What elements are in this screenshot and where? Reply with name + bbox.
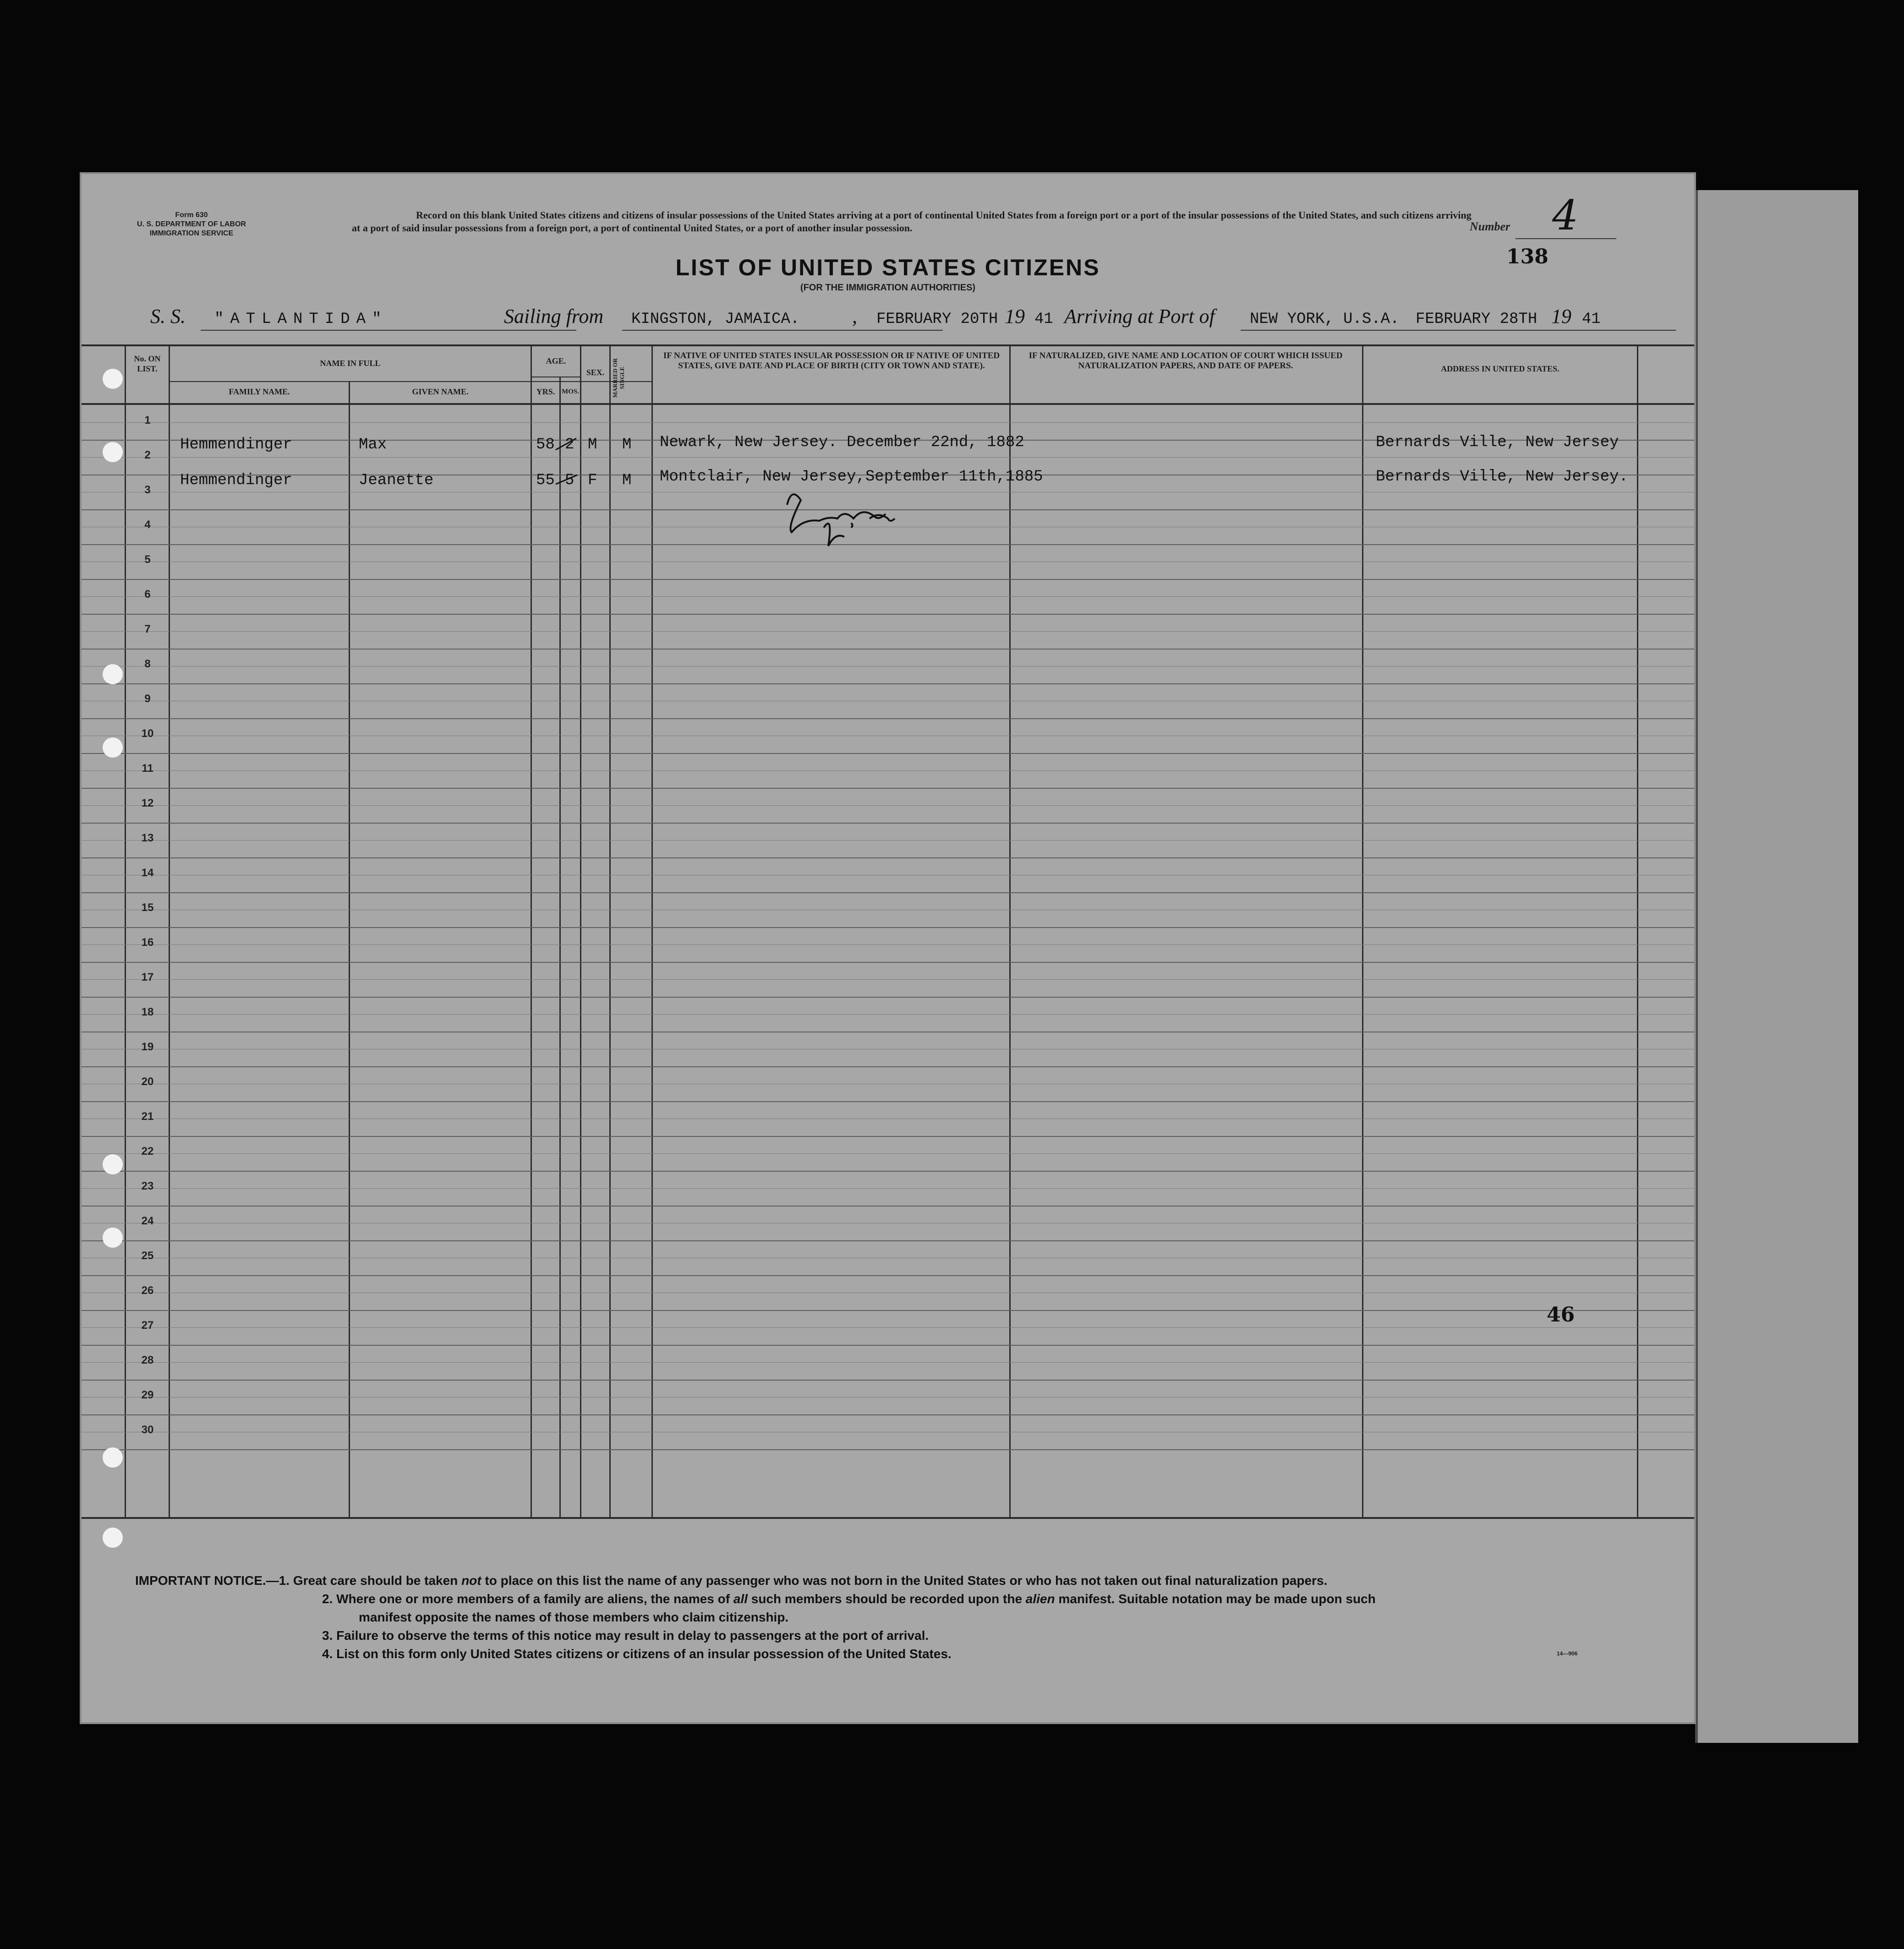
col-header-family: FAMILY NAME. — [229, 387, 290, 396]
punch-hole — [103, 1528, 123, 1548]
handwritten-marks — [82, 344, 1694, 1522]
punch-hole — [103, 442, 123, 462]
row-number: 23 — [141, 1180, 154, 1192]
birth-details: Montclair, New Jersey,September 11th,1885 — [660, 468, 1043, 486]
form-code: 14—906 — [1557, 1650, 1578, 1657]
year-suffix-1: 41 — [1034, 311, 1053, 328]
col-header-naturalized: IF NATURALIZED, GIVE NAME AND LOCATION OF COURT WHICH ISSUED NATURALIZATION PAPERS, AND DATE OF PAPERS. — [1029, 351, 1343, 371]
year-prefix-2: 19 — [1551, 305, 1571, 328]
col-header-age: AGE. — [546, 356, 566, 366]
stamp-number: 138 — [1506, 245, 1548, 268]
manifest-page — [82, 174, 1694, 1722]
row-number: 4 — [144, 519, 151, 531]
notice-line-3: 3. Failure to observe the terms of this notice may result in delay to passengers at the port of arrival. — [322, 1628, 929, 1643]
service: IMMIGRATION SERVICE — [149, 229, 234, 237]
row-number: 30 — [141, 1424, 154, 1436]
stamp-bottom: 46 — [1547, 1303, 1575, 1327]
ss-label: S. S. — [150, 305, 186, 328]
row-number: 1 — [144, 414, 151, 426]
given-name: Jeanette — [359, 472, 434, 489]
col-header-sex: SEX. — [586, 368, 605, 377]
row-number: 28 — [141, 1354, 154, 1366]
married-status: M — [622, 472, 632, 489]
family-name: Hemmendinger — [180, 472, 292, 489]
page-title: LIST OF UNITED STATES CITIZENS — [675, 255, 1100, 280]
age-months: 2 — [565, 436, 574, 453]
notice-emphasis: alien — [1025, 1592, 1055, 1606]
row-number: 3 — [144, 484, 151, 496]
address: Bernards Ville, New Jersey — [1376, 434, 1619, 451]
col-header-mos: MOS. — [562, 388, 579, 395]
family-name: Hemmendinger — [180, 436, 292, 453]
notice-emphasis: not — [461, 1573, 481, 1588]
age-months: 5 — [565, 472, 574, 489]
row-number: 19 — [141, 1041, 154, 1053]
to-port-underline — [1241, 330, 1676, 331]
year-prefix-1: 19 — [1005, 305, 1025, 328]
year-suffix-2: 41 — [1582, 311, 1601, 328]
row-number: 9 — [144, 693, 151, 705]
row-number: 24 — [141, 1215, 154, 1227]
number-handwritten: 4 — [1552, 191, 1579, 240]
given-name: Max — [359, 436, 387, 453]
row-number: 14 — [141, 867, 154, 879]
notice-head: IMPORTANT NOTICE.—1. — [135, 1573, 290, 1588]
department: U. S. DEPARTMENT OF LABOR — [137, 220, 246, 228]
to-port: NEW YORK, U.S.A. — [1250, 311, 1400, 328]
notice-emphasis: all — [733, 1592, 748, 1606]
notice-text: to place on this list the name of any passenger who was not born in the United States or who has not taken out final naturalization papers. — [485, 1573, 1328, 1588]
signature — [787, 494, 895, 546]
row-number: 10 — [141, 727, 154, 740]
instructions: Record on this blank United States citizens and citizens of insular possessions of the United States arriving at a port of continental United States from a foreign port or a port of the insular possessions of the United States, and such citizens arriving at a port of said insular possessions from a foreign port, a port of continental United States, or a port of another insular possession. — [352, 209, 1472, 234]
arriving-label: Arriving at Port of — [1064, 305, 1215, 328]
notice-line-1 — [135, 1573, 1327, 1588]
notice-line-4: 4. List on this form only United States citizens or citizens of an insular possession of the United States. — [322, 1647, 952, 1661]
from-port-underline — [622, 330, 943, 331]
row-number: 17 — [141, 971, 154, 983]
row-number: 29 — [141, 1389, 154, 1401]
page-behind — [1695, 190, 1858, 1743]
punch-hole — [103, 1228, 123, 1248]
form-number: Form 630 — [175, 211, 208, 219]
page-subtitle: (FOR THE IMMIGRATION AUTHORITIES) — [800, 283, 976, 293]
number-label: Number — [1470, 220, 1510, 233]
punch-hole — [103, 1154, 123, 1174]
age-years: 58 — [536, 436, 555, 453]
row-number: 6 — [144, 588, 151, 601]
comma-1: , — [852, 305, 857, 328]
from-date: FEBRUARY 20TH — [876, 311, 998, 328]
punch-hole — [103, 1447, 123, 1468]
notice-text: Great care should be taken — [293, 1573, 458, 1588]
row-number: 5 — [144, 553, 151, 566]
row-number: 20 — [141, 1075, 154, 1088]
row-number: 21 — [141, 1110, 154, 1123]
ship-underline — [201, 330, 576, 331]
col-header-yrs: YRS. — [536, 387, 555, 396]
row-number: 22 — [141, 1145, 154, 1157]
row-number: 13 — [141, 832, 154, 844]
notice-text: such members should be recorded upon the — [751, 1592, 1023, 1606]
sex: M — [588, 436, 597, 453]
punch-hole — [103, 737, 123, 758]
col-header-no: No. ON LIST. — [134, 354, 161, 373]
row-number: 18 — [141, 1006, 154, 1018]
ship-name: "ATLANTIDA" — [214, 311, 388, 328]
row-number: 11 — [142, 762, 153, 775]
col-header-birth: IF NATIVE OF UNITED STATES INSULAR POSSESSION OR IF NATIVE OF UNITED STATES, GIVE DATE AND PLACE OF BIRTH (CITY OR TOWN AND STATE). — [663, 351, 1000, 371]
from-port: KINGSTON, JAMAICA. — [631, 311, 800, 328]
row-number: 2 — [144, 449, 151, 461]
notice-line-2b: manifest opposite the names of those members who claim citizenship. — [359, 1610, 789, 1624]
row-number: 16 — [141, 936, 154, 949]
col-header-address: ADDRESS IN UNITED STATES. — [1441, 364, 1559, 373]
row-number: 26 — [141, 1284, 154, 1297]
to-date: FEBRUARY 28TH — [1416, 311, 1537, 328]
notice-text: 2. Where one or more members of a family are aliens, the names of — [322, 1592, 730, 1606]
sex: F — [588, 472, 597, 489]
row-number: 8 — [144, 658, 151, 670]
row-number: 15 — [141, 901, 154, 914]
punch-hole — [103, 369, 123, 389]
sailing-label: Sailing from — [504, 305, 604, 328]
col-header-married: MARRIED OR SINGLE — [612, 358, 625, 398]
notice-line-2 — [322, 1592, 1376, 1606]
col-header-given: GIVEN NAME. — [412, 387, 469, 396]
passenger-table — [82, 344, 1694, 1522]
row-number: 7 — [144, 623, 151, 635]
row-number: 12 — [141, 797, 154, 809]
row-number: 25 — [141, 1250, 154, 1262]
married-status: M — [622, 436, 632, 453]
birth-details: Newark, New Jersey. December 22nd, 1882 — [660, 434, 1024, 451]
row-number: 27 — [141, 1319, 154, 1332]
col-header-name: NAME IN FULL — [320, 359, 381, 368]
age-years: 55 — [536, 472, 555, 489]
address: Bernards Ville, New Jersey. — [1376, 468, 1628, 486]
punch-hole — [103, 664, 123, 684]
notice-text: manifest. Suitable notation may be made upon such — [1058, 1592, 1376, 1606]
